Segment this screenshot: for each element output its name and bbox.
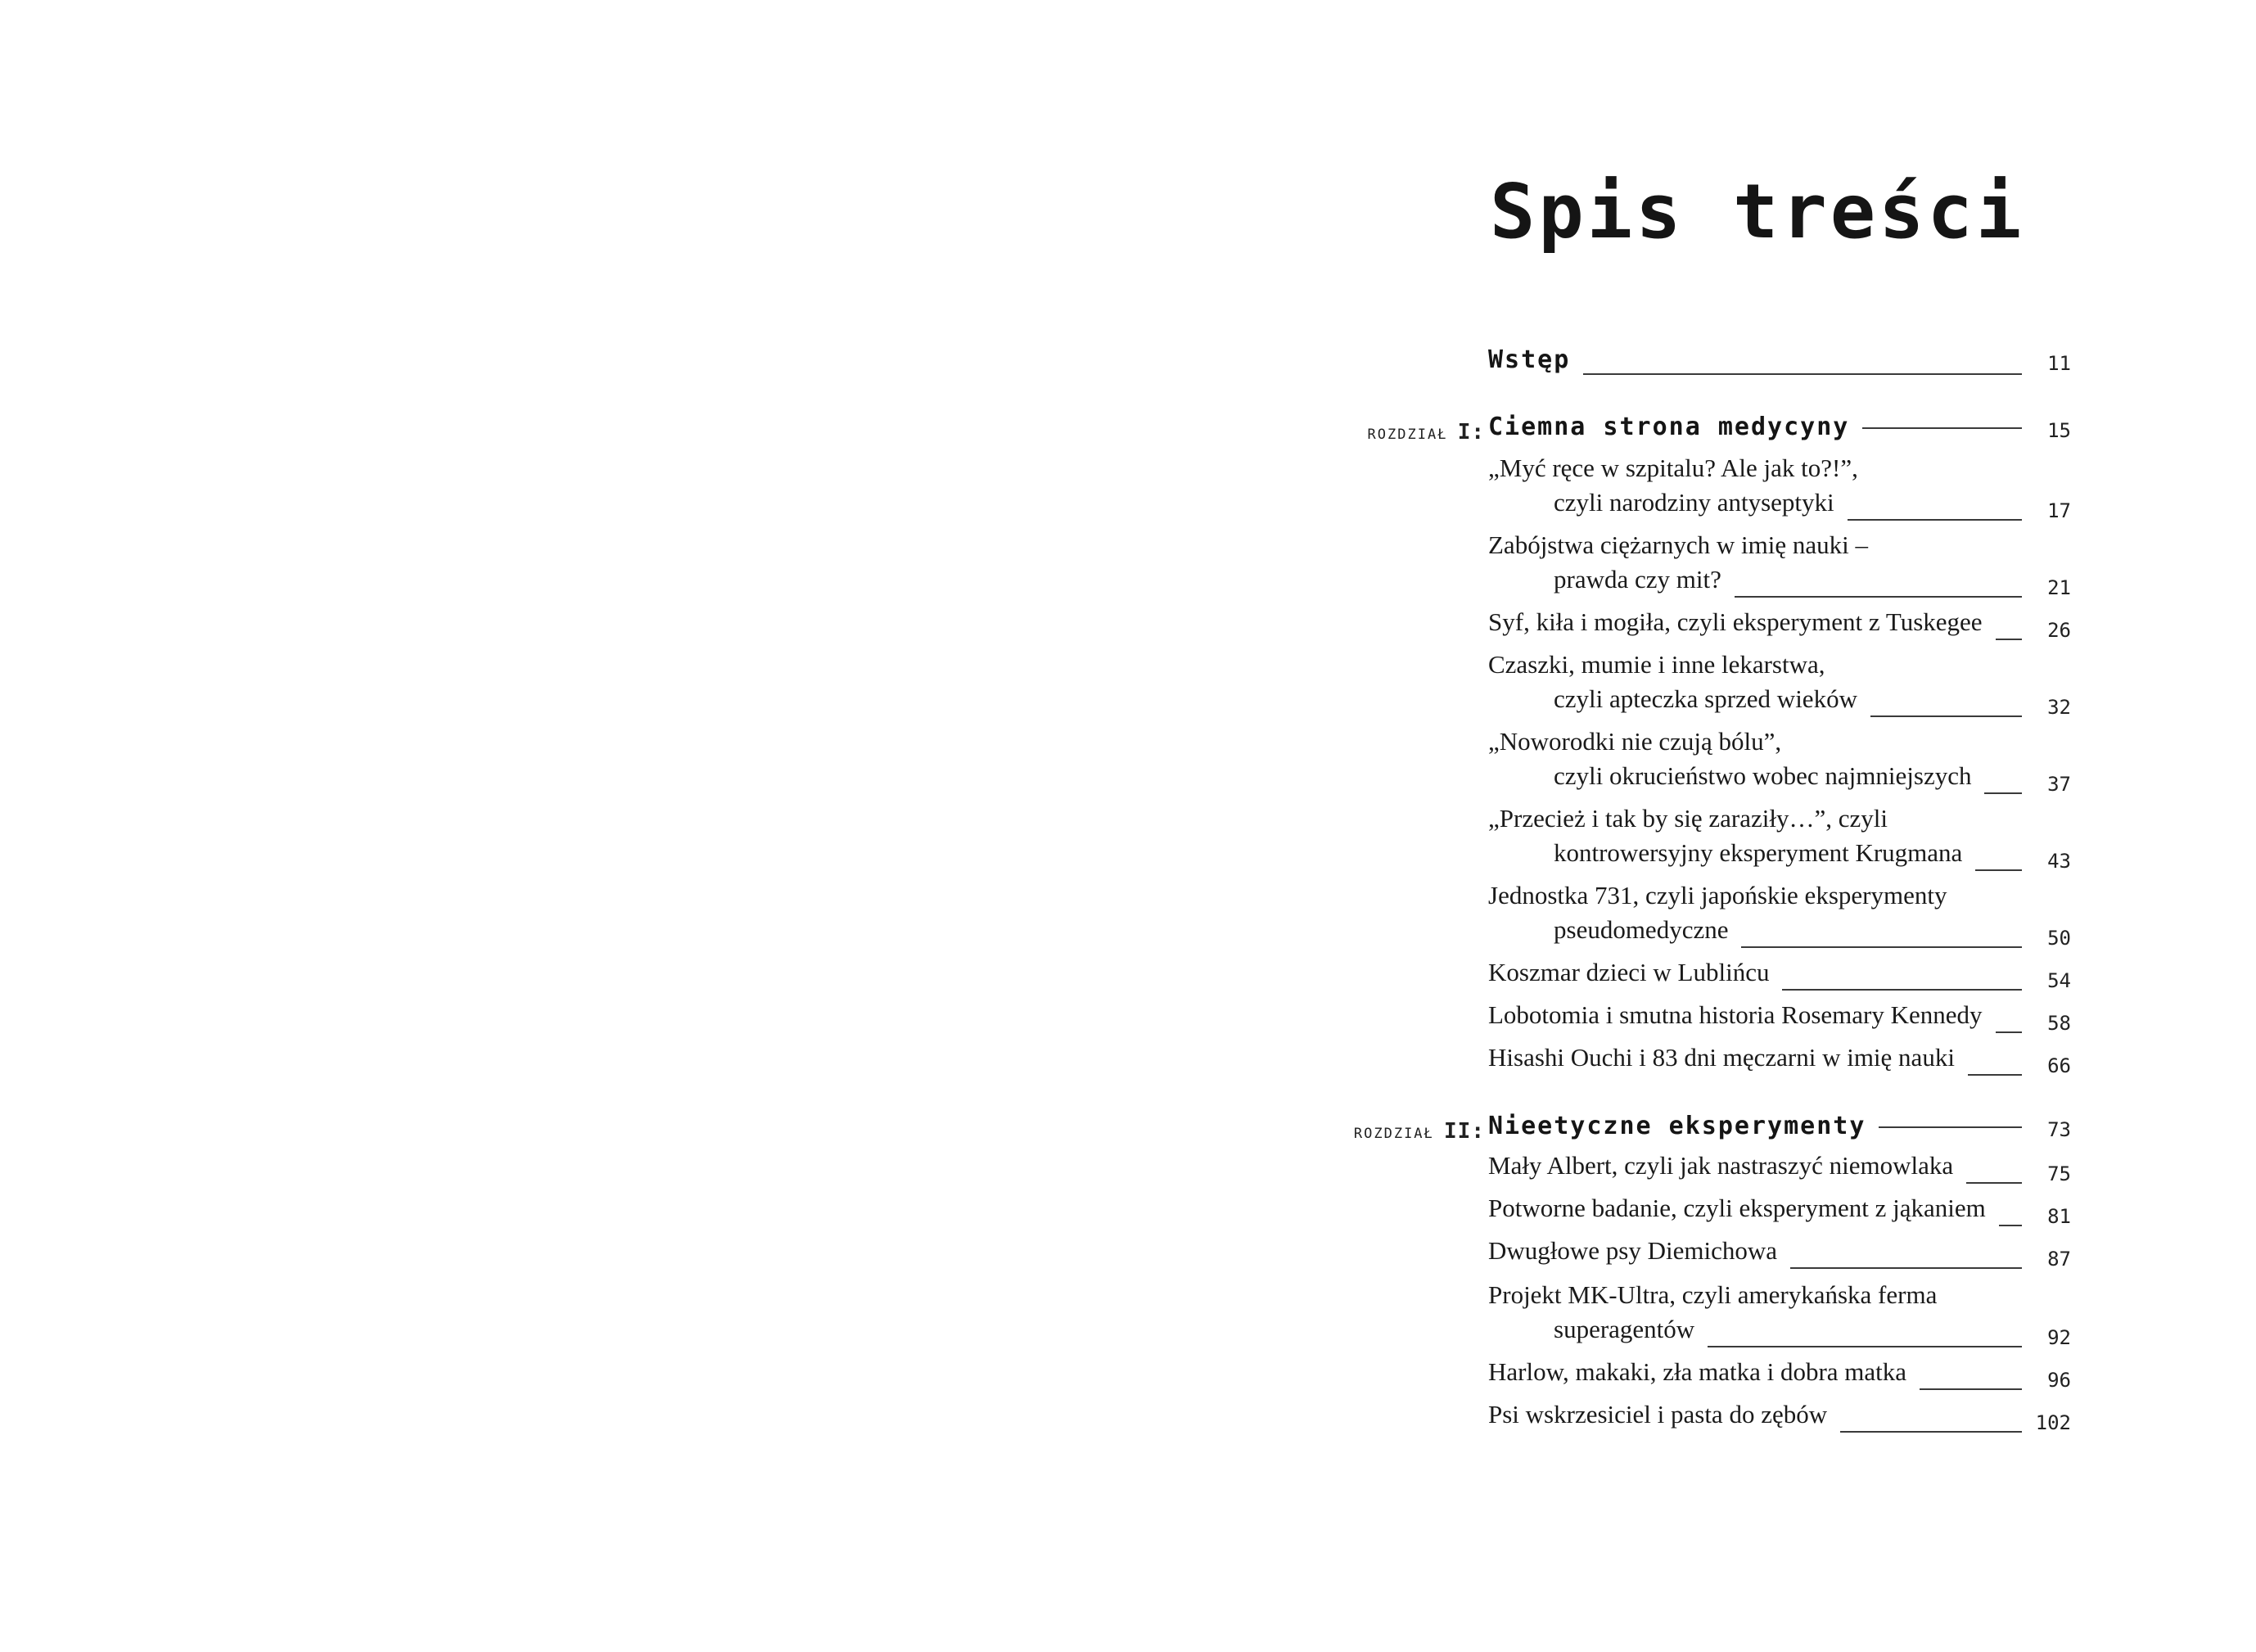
toc-leader	[1975, 869, 2022, 871]
toc-entry[interactable]	[1488, 1400, 2071, 1442]
entry-title: Harlow, makaki, zła matka i dobra matka	[1488, 1357, 1907, 1386]
entry-title-continued: czyli apteczka sprzed wieków	[1554, 684, 1857, 713]
toc-leader	[1996, 1031, 2022, 1033]
toc-entry[interactable]	[1488, 607, 2071, 650]
entry-title-continued: czyli okrucieństwo wobec najmniejszych	[1554, 761, 1972, 790]
toc-leader	[1966, 1182, 2022, 1184]
entry-title: Czaszki, mumie i inne lekarstwa,	[1488, 650, 1825, 679]
toc-leader	[1862, 427, 2022, 429]
chapter-label	[1368, 420, 1485, 445]
toc-entry[interactable]	[1488, 1000, 2071, 1043]
entry-title-continued: pseudomedyczne	[1554, 915, 1729, 944]
toc-leader	[1741, 946, 2022, 948]
toc-entry[interactable]	[1488, 530, 2071, 607]
toc-intro[interactable]	[1488, 341, 2071, 383]
toc-leader	[1790, 1267, 2022, 1269]
toc-leader	[1870, 715, 2022, 717]
page-title: Spis treści	[1490, 168, 2025, 255]
toc-page-number: 15	[2047, 419, 2071, 442]
entry-title: Psi wskrzesiciel i pasta do zębów	[1488, 1400, 1828, 1429]
toc-entry[interactable]	[1488, 804, 2071, 881]
entry-title: Jednostka 731, czyli japońskie eksperymenty	[1488, 881, 1947, 910]
entry-title: Syf, kiła i mogiła, czyli eksperyment z Tuskegee	[1488, 607, 1983, 636]
toc-leader	[1968, 1074, 2022, 1076]
toc-leader	[1708, 1346, 2022, 1347]
entry-title: Koszmar dzieci w Lublińcu	[1488, 958, 1770, 986]
chapter-title: Nieetyczne eksperymenty	[1488, 1112, 1866, 1140]
entry-title: Lobotomia i smutna historia Rosemary Kennedy	[1488, 1000, 1983, 1029]
toc-page-number: 50	[2047, 927, 2071, 950]
toc-entry[interactable]	[1488, 1151, 2071, 1194]
toc-leader	[1999, 1225, 2022, 1226]
entry-title: Hisashi Ouchi i 83 dni męczarni w imię nauki	[1488, 1043, 1955, 1072]
entry-title: Zabójstwa ciężarnych w imię nauki –	[1488, 530, 1868, 559]
toc-entry[interactable]	[1488, 1043, 2071, 1086]
toc-page-number: 81	[2047, 1205, 2071, 1228]
entry-title: „Myć ręce w szpitalu? Ale jak to?!”,	[1488, 454, 1858, 482]
toc-page-number: 54	[2047, 969, 2071, 992]
toc-leader	[1583, 373, 2022, 375]
toc-page-number: 37	[2047, 773, 2071, 796]
toc-page-number: 43	[2047, 850, 2071, 873]
toc-leader	[1782, 989, 2022, 991]
chapter-title: Ciemna strona medycyny	[1488, 413, 1850, 441]
toc-chapter[interactable]	[1353, 1107, 2071, 1149]
toc-page-number: 58	[2047, 1012, 2071, 1035]
entry-title: Projekt MK-Ultra, czyli amerykańska ferma	[1488, 1280, 1938, 1309]
toc-entry[interactable]	[1488, 881, 2071, 958]
toc-entry[interactable]	[1488, 1357, 2071, 1400]
toc-entry[interactable]	[1488, 1194, 2071, 1236]
toc-intro-label: Wstęp	[1488, 345, 1571, 374]
toc-page-number: 21	[2047, 576, 2071, 599]
toc-leader	[1840, 1431, 2022, 1433]
entry-title: „Przecież i tak by się zaraziły…”, czyli	[1488, 804, 1888, 833]
entry-title-continued: superagentów	[1554, 1315, 1695, 1343]
chapter-label-word: ROZDZIAŁ	[1353, 1126, 1434, 1142]
chapter-number: I:	[1457, 420, 1485, 445]
toc-chapter[interactable]	[1367, 408, 2071, 450]
entry-title: Mały Albert, czyli jak nastraszyć niemowlaka	[1488, 1151, 1954, 1180]
toc-page-number: 66	[2047, 1054, 2071, 1077]
toc-page-number: 75	[2047, 1162, 2071, 1185]
chapter-label	[1354, 1119, 1485, 1144]
entry-title-continued: kontrowersyjny eksperyment Krugmana	[1554, 838, 1963, 867]
toc-entry[interactable]	[1488, 1280, 2071, 1357]
toc-leader	[1879, 1126, 2022, 1128]
toc-page-number: 32	[2047, 696, 2071, 719]
chapter-number: II:	[1444, 1119, 1485, 1144]
chapter-label-word: ROZDZIAŁ	[1367, 427, 1448, 443]
toc-page-number: 26	[2047, 619, 2071, 642]
entry-title-continued: czyli narodziny antyseptyki	[1554, 488, 1834, 517]
toc-leader	[1996, 639, 2022, 640]
toc-page-number: 102	[2035, 1411, 2071, 1434]
toc-leader	[1848, 519, 2022, 521]
toc-entry[interactable]	[1488, 727, 2071, 804]
toc-leader	[1735, 596, 2022, 598]
toc-page-number: 92	[2047, 1326, 2071, 1349]
toc-page-number: 96	[2047, 1369, 2071, 1392]
toc-entry[interactable]	[1488, 650, 2071, 727]
toc-page-number: 87	[2047, 1248, 2071, 1271]
toc-entry[interactable]	[1488, 1236, 2071, 1279]
entry-title: Dwugłowe psy Diemichowa	[1488, 1236, 1777, 1265]
entry-title-continued: prawda czy mit?	[1554, 565, 1721, 594]
toc-page-number: 11	[2047, 352, 2071, 375]
toc-leader	[1920, 1388, 2022, 1390]
toc-leader	[1984, 792, 2022, 794]
toc-page-number: 17	[2047, 499, 2071, 522]
entry-title: Potworne badanie, czyli eksperyment z jąkaniem	[1488, 1194, 1986, 1222]
toc-entry[interactable]	[1488, 454, 2071, 530]
toc-entry[interactable]	[1488, 958, 2071, 1000]
toc-page-number: 73	[2047, 1118, 2071, 1141]
entry-title: „Noworodki nie czują bólu”,	[1488, 727, 1782, 756]
